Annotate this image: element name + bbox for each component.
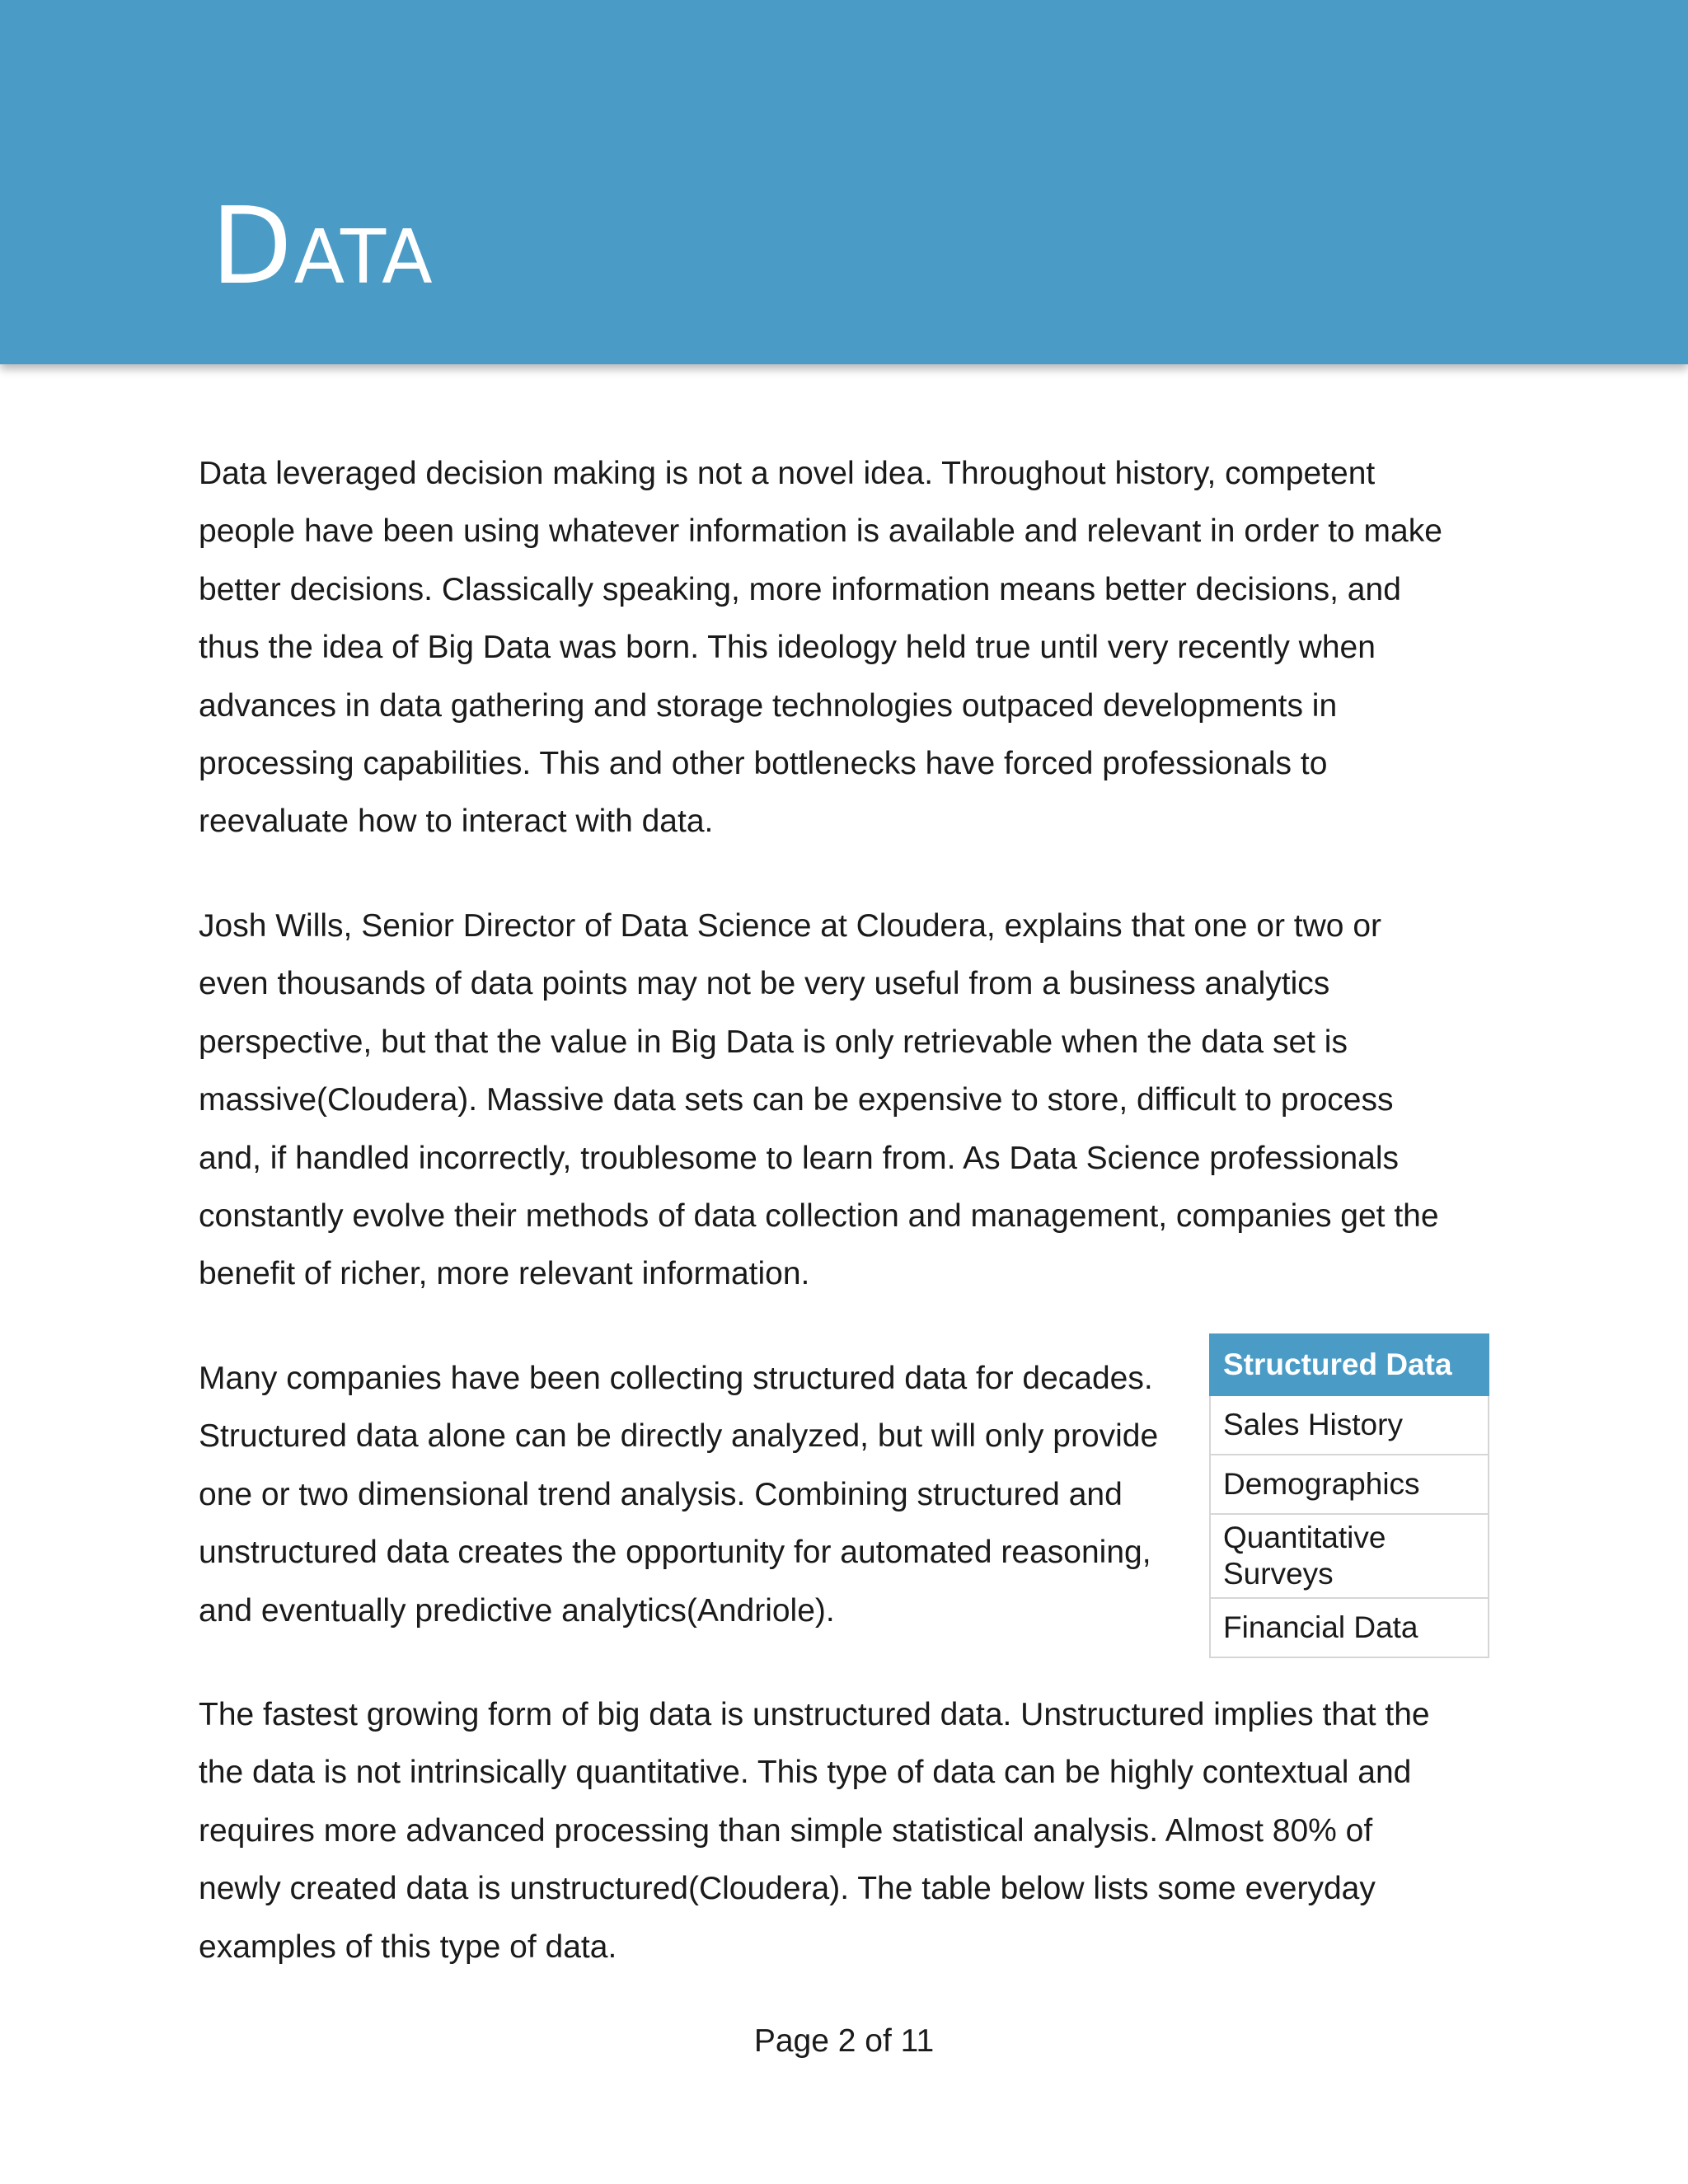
paragraph-line: advances in data gathering and storage technologies outpaced developments in <box>199 687 1338 724</box>
page-number: Page 2 of 11 <box>753 2023 935 2059</box>
table-row <box>1210 1455 1489 1514</box>
paragraph-line: requires more advanced processing than simple statistical analysis. Almost 80% of <box>199 1812 1373 1849</box>
paragraph-structured-data <box>199 1350 1158 1640</box>
header-band <box>0 0 1688 364</box>
table-header-cell: Structured Data <box>1210 1334 1489 1395</box>
paragraph-line: better decisions. Classically speaking, more information means better decisions, and <box>199 571 1401 607</box>
paragraph-line: even thousands of data points may not be very useful from a business analytics <box>199 966 1330 1002</box>
table-row <box>1210 1598 1489 1657</box>
paragraph-line: the data is not intrinsically quantitative. This type of data can be highly contextual and <box>199 1755 1412 1791</box>
paragraph-line: Many companies have been collecting structured data for decades. <box>199 1361 1153 1396</box>
paragraph-unstructured-data <box>199 1686 1430 1976</box>
table-row <box>1210 1514 1489 1598</box>
table-cell: Quantitative Surveys <box>1210 1514 1489 1598</box>
page-title: Data <box>211 185 434 308</box>
paragraph-line: people have been using whatever information is available and relevant in order to make <box>199 513 1442 550</box>
paragraph-line: The fastest growing form of big data is unstructured data. Unstructured implies that the <box>199 1697 1430 1732</box>
paragraph-line: Josh Wills, Senior Director of Data Science at Cloudera, explains that one or two or <box>199 908 1382 944</box>
paragraph-intro <box>199 445 1442 851</box>
paragraph-line: perspective, but that the value in Big Data is only retrievable when the data set is <box>199 1024 1348 1060</box>
paragraph-line: thus the idea of Big Data was born. This ideology held true until very recently when <box>199 630 1376 666</box>
paragraph-line: one or two dimensional trend analysis. Combining structured and <box>199 1476 1123 1512</box>
table-cell: Financial Data <box>1210 1598 1489 1657</box>
paragraph-line: benefit of richer, more relevant information. <box>199 1256 810 1292</box>
table-cell: Sales History <box>1210 1395 1489 1455</box>
paragraph-line: Structured data alone can be directly analyzed, but will only provide <box>199 1418 1159 1455</box>
table-row <box>1210 1395 1489 1455</box>
paragraph-line: unstructured data creates the opportunity for automated reasoning, <box>199 1535 1151 1571</box>
paragraph-josh-wills <box>199 898 1439 1304</box>
table-header-row <box>1210 1334 1489 1395</box>
paragraph-line: and eventually predictive analytics(Andriole). <box>199 1592 835 1629</box>
paragraph-line: reevaluate how to interact with data. <box>199 804 714 840</box>
paragraph-line: newly created data is unstructured(Cloudera). The table below lists some everyday <box>199 1871 1376 1907</box>
paragraph-line: Data leveraged decision making is not a novel idea. Throughout history, competent <box>199 456 1376 491</box>
paragraph-line: and, if handled incorrectly, troublesome to learn from. As Data Science professionals <box>199 1140 1400 1176</box>
paragraph-line: massive(Cloudera). Massive data sets can be expensive to store, difficult to process <box>199 1082 1394 1118</box>
table-cell: Demographics <box>1210 1455 1489 1514</box>
paragraph-line: examples of this type of data. <box>199 1929 617 1965</box>
paragraph-line: constantly evolve their methods of data collection and management, companies get the <box>199 1198 1439 1235</box>
paragraph-line: processing capabilities. This and other bottlenecks have forced professionals to <box>199 746 1328 782</box>
structured-data-table <box>1209 1333 1489 1658</box>
